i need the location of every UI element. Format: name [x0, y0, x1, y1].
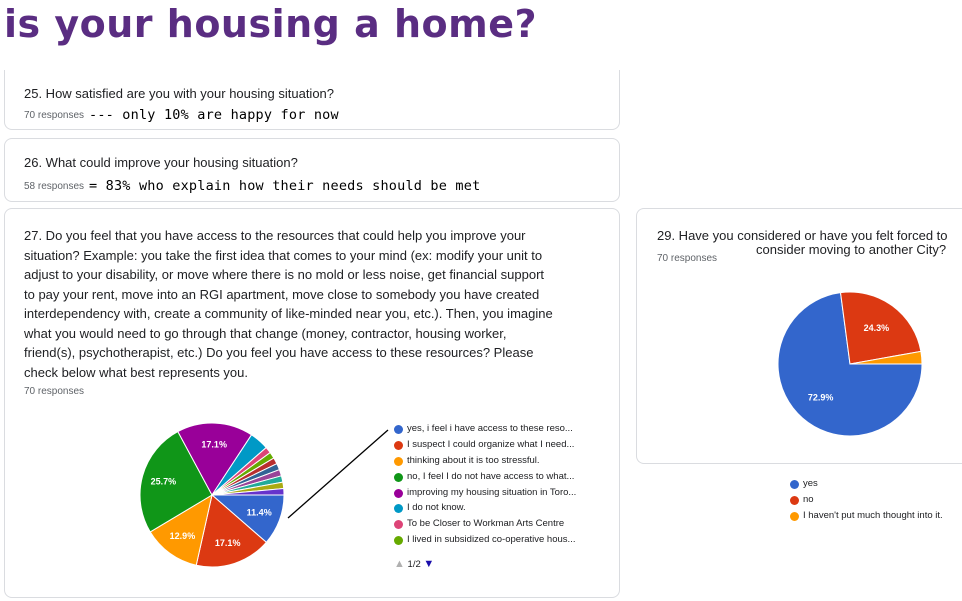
- legend-dot-icon: [790, 480, 799, 489]
- legend-label: I haven't put much thought into it.: [803, 509, 943, 521]
- question-27-line: check below what best represents you.: [24, 364, 249, 380]
- question-29-text-line2: consider moving to another City?: [756, 242, 947, 257]
- legend-dot-icon: [394, 489, 403, 498]
- question-27-text: [24, 226, 614, 382]
- slice-label: 72.9%: [807, 392, 834, 403]
- question-26-text: 26. What could improve your housing situation?: [24, 155, 298, 170]
- page-title: is your housing a home?: [4, 2, 538, 46]
- legend-label: yes: [803, 478, 818, 489]
- legend-dot-icon: [394, 441, 403, 450]
- slice-label: 17.1%: [201, 439, 227, 450]
- q27-legend-pager: [394, 558, 434, 570]
- question-26-annotation: = 83% who explain how their needs should be met: [89, 178, 481, 194]
- q29-pie-chart: [770, 286, 930, 446]
- legend-label: improving my housing situation in Toro...: [407, 486, 577, 498]
- question-25-text: 25. How satisfied are you with your housing situation?: [24, 86, 335, 101]
- question-card-25: [4, 70, 620, 130]
- callout-line: [288, 430, 388, 518]
- q27-callout-line: [280, 428, 390, 528]
- question-29-text: 29. Have you considered or have you felt forced to: [657, 228, 948, 243]
- triangle-up-icon[interactable]: ▲: [394, 558, 405, 570]
- question-27-line: friend(s), psychotherapist, etc.) Do you feel you have access to these resources? Please: [24, 345, 534, 360]
- question-25-responses: 70 responses: [24, 110, 85, 121]
- legend-label: no: [803, 493, 814, 505]
- slice-label: 11.4%: [246, 507, 272, 518]
- legend-label: I do not know.: [407, 502, 466, 514]
- slice-label: 25.7%: [150, 476, 177, 487]
- question-27-line: what you would need to go through that change (money, contractor, housing worker,: [24, 325, 507, 341]
- legend-label: yes, i feel i have access to these reso...: [407, 423, 573, 434]
- question-card-26: [4, 138, 620, 202]
- question-27-line: adjust to your disability, or move where there is no mold or less noise, get financial support: [24, 267, 545, 282]
- legend-dot-icon: [394, 457, 403, 466]
- question-25-annotation: --- only 10% are happy for now: [89, 107, 339, 123]
- legend-dot-icon: [394, 473, 403, 482]
- legend-label: I lived in subsidized co-operative hous...: [407, 534, 576, 546]
- slice-label: 24.3%: [863, 322, 890, 333]
- legend-dot-icon: [790, 512, 799, 521]
- slice-label: 17.1%: [214, 537, 241, 548]
- legend-label: no, I feel I do not have access to what...: [407, 470, 575, 482]
- question-27-line: to pay your rent, move into an RGI apartment, move close to somebody you have created: [24, 286, 540, 302]
- pager-label: 1/2: [407, 559, 421, 570]
- question-27-line: interdependency with, create a community of like-minded near you, etc.). Then, you imagine: [24, 306, 553, 321]
- question-26-responses: 58 responses: [24, 181, 85, 192]
- question-27-line: 27. Do you feel that you have access to the resources that could help you improve your: [24, 228, 526, 243]
- question-27-responses: 70 responses: [24, 386, 85, 397]
- slice-label: 12.9%: [169, 530, 196, 541]
- legend-dot-icon: [790, 496, 799, 505]
- legend-label: To be Closer to Workman Arts Centre: [407, 518, 565, 530]
- question-27-line: situation? Example: you take the first idea that comes to your mind (ex: modify your unit to: [24, 247, 543, 263]
- legend-label: thinking about it is too stressful.: [407, 454, 540, 466]
- triangle-down-icon[interactable]: ▼: [423, 558, 435, 570]
- question-29-responses: 70 responses: [657, 253, 718, 264]
- legend-dot-icon: [394, 425, 403, 434]
- legend-label: I suspect I could organize what I need...: [407, 438, 575, 450]
